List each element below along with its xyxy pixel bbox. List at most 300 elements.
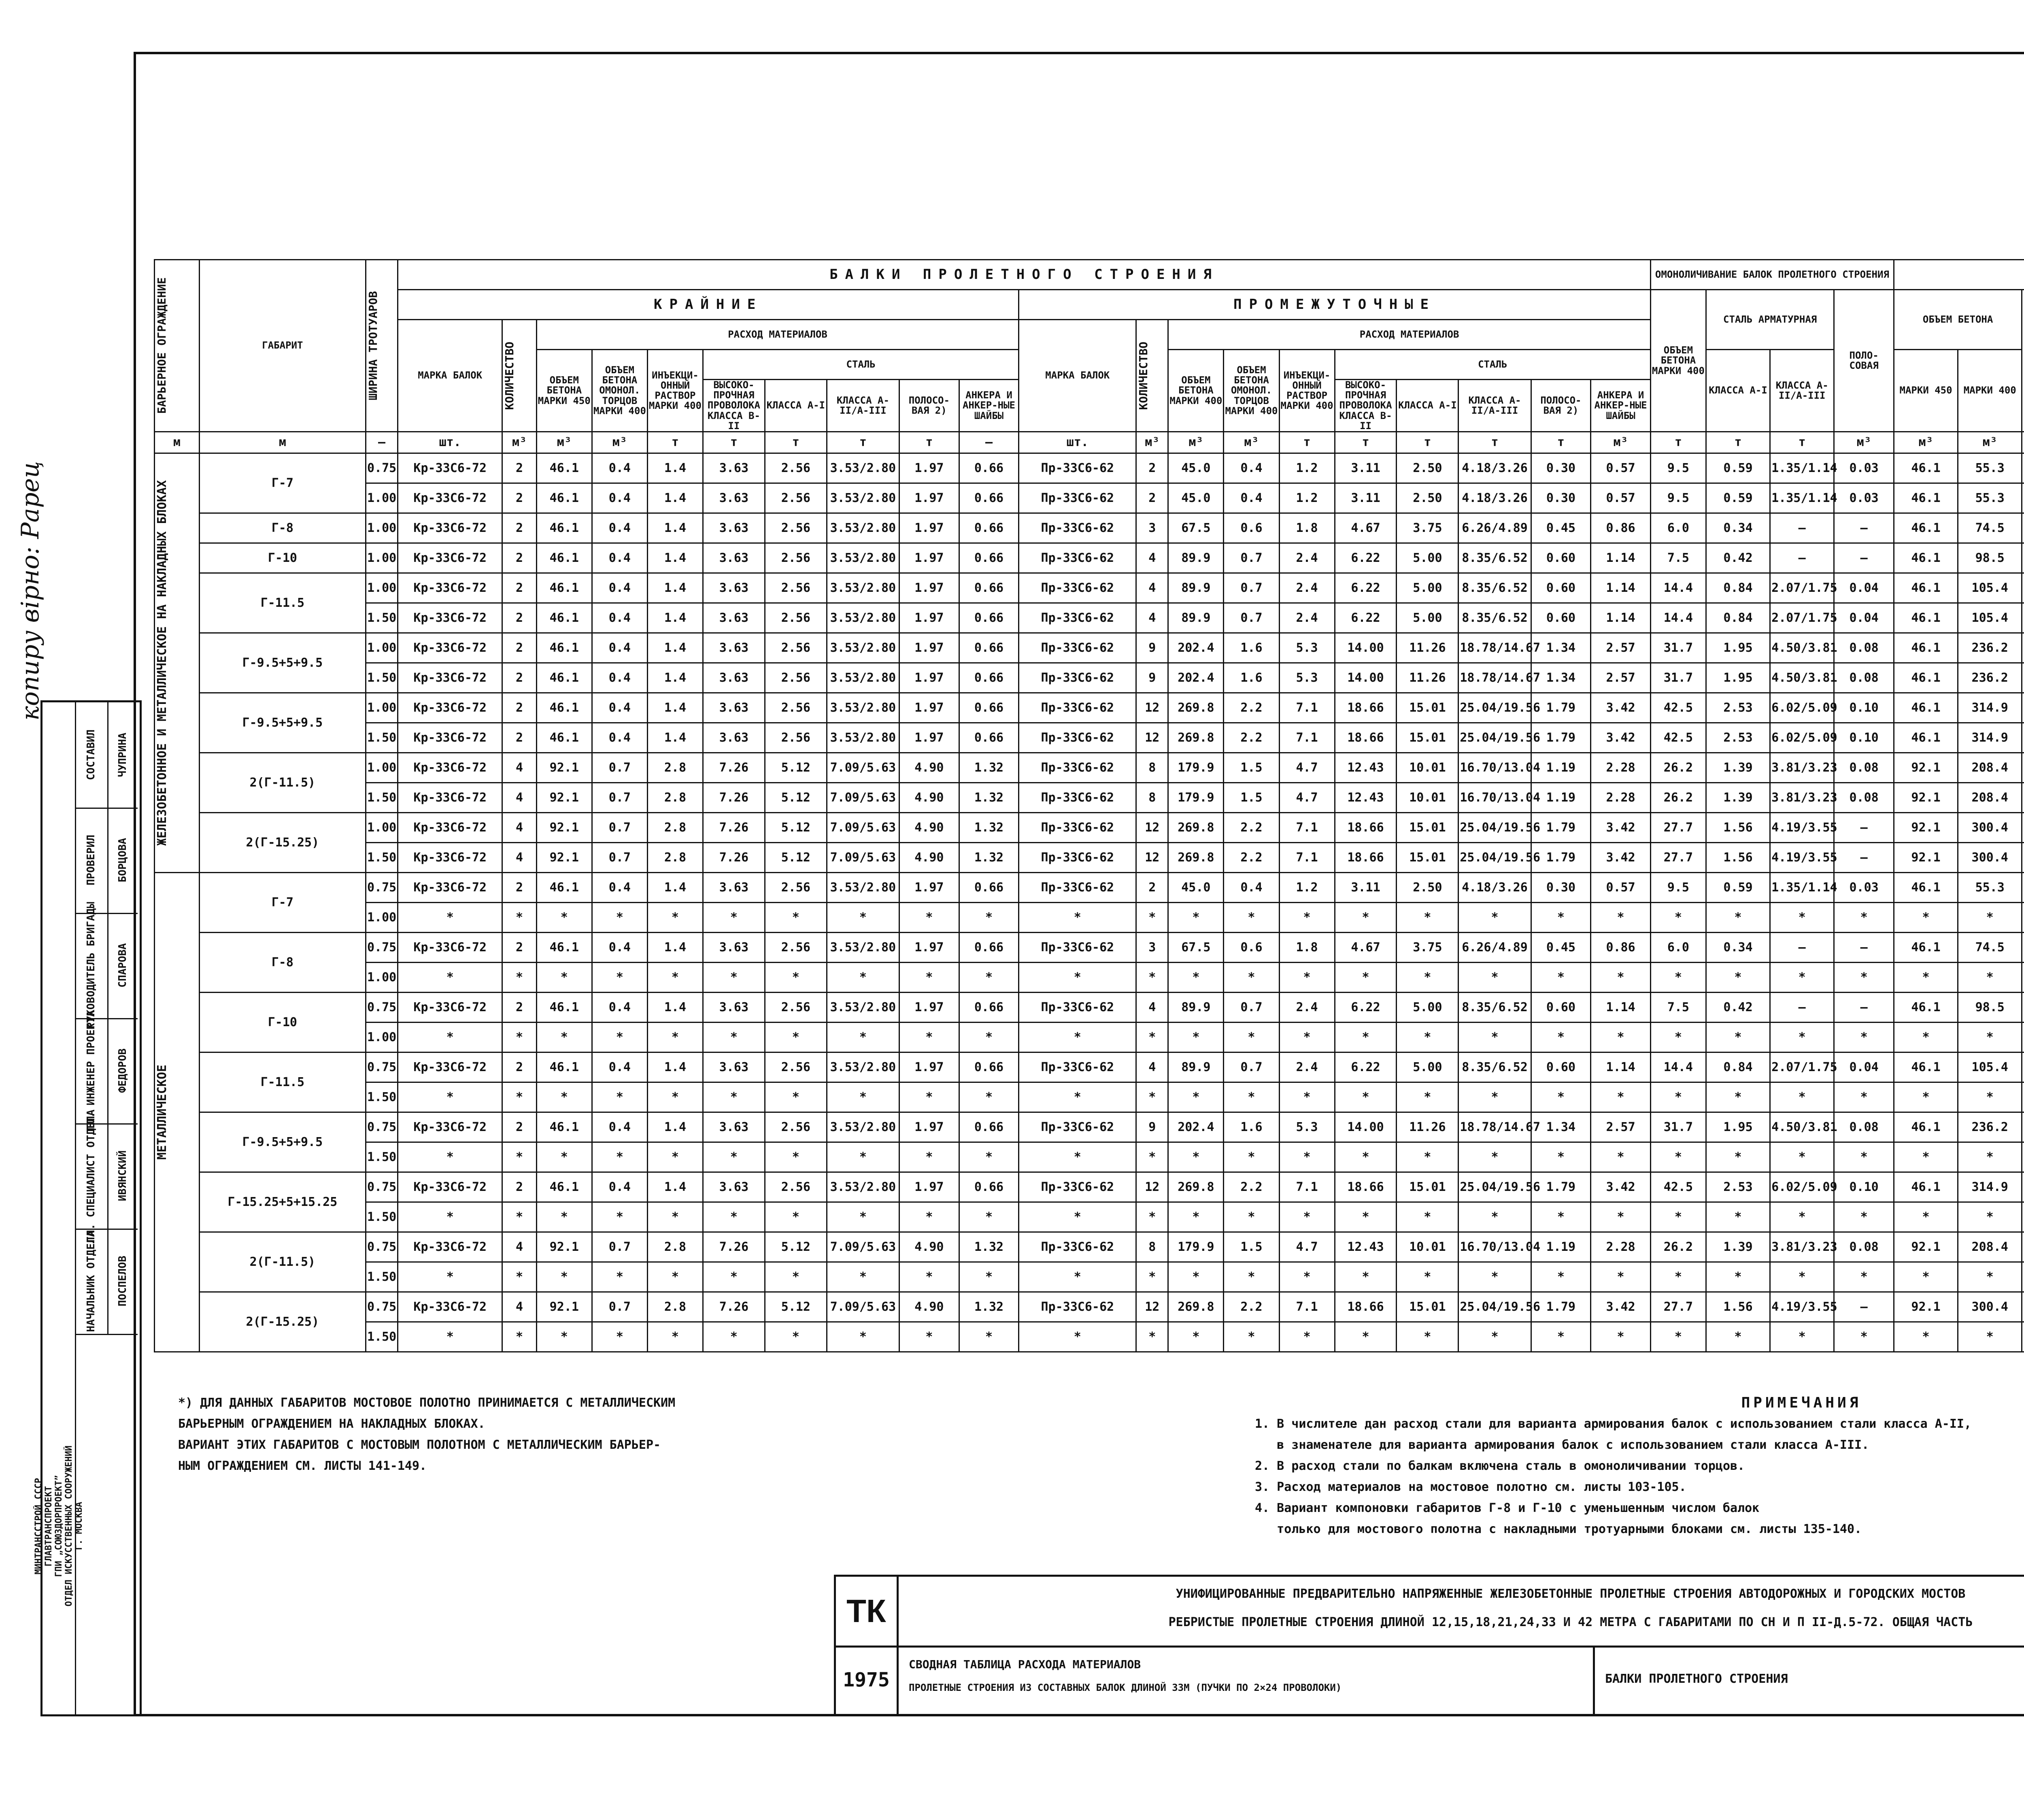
data-cell: Кр-33С6-72 <box>398 992 502 1022</box>
data-cell: * <box>647 1202 703 1232</box>
data-cell: * <box>765 1322 827 1352</box>
data-cell: 269.8 <box>1168 1172 1224 1202</box>
data-cell: 2 <box>502 1052 536 1082</box>
monolith-steel: СТАЛЬ АРМАТУРНАЯ <box>1706 290 1834 350</box>
data-cell: 202.4 <box>1168 1112 1224 1142</box>
data-cell: * <box>765 962 827 992</box>
data-cell: * <box>502 1262 536 1292</box>
data-cell: Кр-33С6-72 <box>398 753 502 782</box>
data-cell: 7.26 <box>703 1292 765 1322</box>
data-cell: Кр-33С6-72 <box>398 1112 502 1142</box>
sidewalk-cell: 1.50 <box>366 723 398 753</box>
unit-cell: т <box>1335 432 1397 453</box>
data-cell: * <box>899 1142 959 1172</box>
data-cell: Пр-33С6-62 <box>1019 663 1136 693</box>
data-cell: 46.1 <box>1894 603 1958 633</box>
data-cell: 0.30 <box>1531 872 1591 902</box>
data-cell: * <box>1650 1142 1706 1172</box>
data-cell: 8.35/6.52 <box>1458 992 1531 1022</box>
data-cell: 1.79 <box>1531 693 1591 723</box>
data-cell: 92.1 <box>1894 1232 1958 1262</box>
data-cell: 1.35/1.14 <box>1770 453 1834 483</box>
data-cell: 0.57 <box>1591 872 1651 902</box>
data-cell: — <box>1834 842 1894 872</box>
data-cell: 3.53/2.80 <box>827 543 899 573</box>
data-cell: 1.4 <box>647 932 703 962</box>
monolith-a2: КЛАССА А-II/А-III <box>1770 350 1834 432</box>
data-cell: 3.63 <box>703 932 765 962</box>
inner-hswire: ВЫСОКО-ПРОЧНАЯ ПРОВОЛОКА КЛАССА В-II <box>1335 380 1397 432</box>
data-cell: * <box>1706 962 1770 992</box>
data-cell: 0.66 <box>959 513 1019 543</box>
data-cell: * <box>1770 1022 1834 1052</box>
data-cell: Кр-33С6-72 <box>398 603 502 633</box>
data-cell: Кр-33С6-72 <box>398 693 502 723</box>
data-cell: * <box>1019 1022 1136 1052</box>
gabarit-cell: 2(Г-15.25) <box>199 812 366 872</box>
data-cell: 0.4 <box>1224 453 1279 483</box>
data-cell: 105.4 <box>1958 1052 2022 1082</box>
data-cell: 92.1 <box>536 782 592 812</box>
data-cell: 46.1 <box>1894 663 1958 693</box>
data-cell: 25.04/19.56 <box>1458 723 1531 753</box>
sidewalk-cell: 1.00 <box>366 573 398 603</box>
sidewalk-cell: 1.50 <box>366 842 398 872</box>
data-cell: 8 <box>1136 1232 1168 1262</box>
data-cell: 3.11 <box>1335 872 1397 902</box>
data-cell: * <box>1894 1082 1958 1112</box>
name-cell <box>107 1229 138 1335</box>
title-line4: ПРОЛЕТНЫЕ СТРОЕНИЯ ИЗ СОСТАВНЫХ БАЛОК ДЛИНОЙ 33М (ПУЧКИ ПО 2×24 ПРОВОЛОКИ) <box>909 1682 1589 1693</box>
data-cell: 0.66 <box>959 543 1019 573</box>
data-cell: Пр-33С6-62 <box>1019 693 1136 723</box>
data-cell <box>2022 753 2024 782</box>
data-cell: * <box>1531 1142 1591 1172</box>
data-cell: 3.42 <box>1591 723 1651 753</box>
notes <box>1255 1393 2024 1540</box>
data-cell: * <box>1894 1262 1958 1292</box>
data-cell: 0.66 <box>959 693 1019 723</box>
inner-header: ПРОМЕЖУТОЧНЫЕ <box>1019 290 1651 320</box>
data-cell: 2 <box>1136 872 1168 902</box>
data-cell: * <box>1770 1142 1834 1172</box>
note-item: 2. В расход стали по балкам включена сталь в омоноличивании торцов. <box>1255 1456 2024 1477</box>
data-cell <box>2022 1262 2024 1292</box>
data-cell: 26.2 <box>1650 782 1706 812</box>
data-cell: 14.00 <box>1335 1112 1397 1142</box>
data-cell: 3.53/2.80 <box>827 663 899 693</box>
data-cell: 2 <box>502 872 536 902</box>
data-cell: 208.4 <box>1958 782 2022 812</box>
data-cell: 12 <box>1136 1292 1168 1322</box>
data-cell: 1.2 <box>1279 453 1335 483</box>
role-label: ГЛ. ИНЖЕНЕР ПРОЕКТА <box>85 1010 97 1131</box>
data-cell: * <box>1834 1322 1894 1352</box>
data-cell: 0.45 <box>1531 513 1591 543</box>
data-cell: 4.90 <box>899 753 959 782</box>
data-cell: * <box>398 1082 502 1112</box>
data-cell: * <box>1958 962 2022 992</box>
data-cell: 18.78/14.67 <box>1458 633 1531 663</box>
data-cell: 92.1 <box>1894 842 1958 872</box>
gabarit-cell: Г-10 <box>199 992 366 1052</box>
data-cell: 4 <box>1136 573 1168 603</box>
data-cell: * <box>1706 1322 1770 1352</box>
data-cell: 2 <box>502 453 536 483</box>
data-cell: 89.9 <box>1168 992 1224 1022</box>
data-cell: 0.42 <box>1706 543 1770 573</box>
data-cell: 46.1 <box>536 573 592 603</box>
role-cell <box>75 702 108 809</box>
footnote-line: *) ДЛЯ ДАННЫХ ГАБАРИТОВ МОСТОВОЕ ПОЛОТНО ПРИНИМАЕТСЯ С МЕТАЛЛИЧЕСКИМ <box>178 1393 866 1414</box>
data-cell: 7.1 <box>1279 693 1335 723</box>
data-cell: * <box>1397 1022 1458 1052</box>
note-item: 3. Расход материалов на мостовое полотно см. листы 103-105. <box>1255 1477 2024 1498</box>
data-cell: 2 <box>502 633 536 663</box>
unit-cell: т <box>1650 432 1706 453</box>
data-cell: 4.7 <box>1279 1232 1335 1262</box>
data-cell: * <box>1458 962 1531 992</box>
data-cell: 0.4 <box>592 633 647 663</box>
unit-cell: м³ <box>536 432 592 453</box>
title-line1: УНИФИЦИРОВАННЫЕ ПРЕДВАРИТЕЛЬНО НАПРЯЖЕННЫЕ ЖЕЛЕЗОБЕТОННЫЕ ПРОЛЕТНЫЕ СТРОЕНИЯ АВТОДОРОЖНЫХ И ГОРОДСКИХ МОСТОВ <box>909 1587 2024 1601</box>
inner-conc400: ОБЪЕМ БЕТОНА МАРКИ 400 <box>1168 350 1224 432</box>
unit-cell: т <box>1458 432 1531 453</box>
data-cell: * <box>1224 1142 1279 1172</box>
data-cell: 4.90 <box>899 1292 959 1322</box>
data-cell: 1.79 <box>1531 1172 1591 1202</box>
data-cell: 3.11 <box>1335 453 1397 483</box>
data-cell: * <box>1531 1262 1591 1292</box>
data-cell: 46.1 <box>1894 723 1958 753</box>
data-cell: 7.1 <box>1279 723 1335 753</box>
data-cell: Пр-33С6-62 <box>1019 1112 1136 1142</box>
data-cell: 46.1 <box>1894 992 1958 1022</box>
data-cell: Пр-33С6-62 <box>1019 723 1136 753</box>
data-cell: 0.59 <box>1706 453 1770 483</box>
data-cell: 7.09/5.63 <box>827 782 899 812</box>
outer-conc450: ОБЪЕМ БЕТОНА МАРКИ 450 <box>536 350 592 432</box>
data-cell: 2.56 <box>765 633 827 663</box>
table-row <box>155 1052 2024 1082</box>
data-cell: 89.9 <box>1168 543 1224 573</box>
data-cell: 14.4 <box>1650 573 1706 603</box>
data-cell <box>2022 453 2024 483</box>
data-cell: 4 <box>502 753 536 782</box>
data-cell: 92.1 <box>536 812 592 842</box>
data-cell: 0.4 <box>592 573 647 603</box>
data-cell: Пр-33С6-62 <box>1019 1172 1136 1202</box>
gabarit-cell: Г-9.5+5+9.5 <box>199 633 366 693</box>
data-cell: 3.63 <box>703 1172 765 1202</box>
data-cell: 10.01 <box>1397 1232 1458 1262</box>
data-cell: 46.1 <box>1894 543 1958 573</box>
data-cell: 1.4 <box>647 543 703 573</box>
data-cell <box>2022 1202 2024 1232</box>
data-cell: 3.63 <box>703 872 765 902</box>
data-cell: 46.1 <box>1894 1052 1958 1082</box>
data-cell: 98.5 <box>1958 992 2022 1022</box>
data-cell: 14.4 <box>1650 1052 1706 1082</box>
data-cell: 2 <box>502 513 536 543</box>
data-cell: 1.19 <box>1531 753 1591 782</box>
data-cell: * <box>1770 902 1834 932</box>
data-cell: * <box>1279 1202 1335 1232</box>
unit-cell: м³ <box>1168 432 1224 453</box>
data-cell: 0.59 <box>1706 483 1770 513</box>
data-cell: 1.97 <box>899 513 959 543</box>
data-cell: 8 <box>1136 782 1168 812</box>
data-cell: 42.5 <box>1650 1172 1706 1202</box>
data-cell <box>2022 1322 2024 1352</box>
outer-consumption: РАСХОД МАТЕРИАЛОВ <box>536 320 1019 350</box>
unit-cell: м³ <box>1591 432 1651 453</box>
data-cell: * <box>1591 1082 1651 1112</box>
data-cell: 0.34 <box>1706 932 1770 962</box>
data-cell: * <box>1531 902 1591 932</box>
data-cell: * <box>1591 902 1651 932</box>
data-cell: 2.56 <box>765 932 827 962</box>
data-cell: 3.63 <box>703 723 765 753</box>
note-item: только для мостового полотна с накладными тротуарными блоками см. листы 135-140. <box>1255 1519 2024 1540</box>
notes-title: ПРИМЕЧАНИЯ <box>1255 1393 2024 1414</box>
sidewalk-cell: 1.00 <box>366 1022 398 1052</box>
data-cell: 46.1 <box>536 1052 592 1082</box>
data-cell: Пр-33С6-62 <box>1019 1292 1136 1322</box>
data-cell: 1.14 <box>1591 1052 1651 1082</box>
data-cell <box>2022 842 2024 872</box>
data-cell: * <box>592 1262 647 1292</box>
table-row <box>155 1022 2024 1052</box>
data-cell: * <box>1168 1262 1224 1292</box>
gabarit-cell: Г-7 <box>199 453 366 513</box>
data-cell: 2.50 <box>1397 872 1458 902</box>
data-cell: 1.4 <box>647 603 703 633</box>
data-cell: 0.66 <box>959 932 1019 962</box>
data-cell: 3.63 <box>703 603 765 633</box>
data-cell: 4.19/3.55 <box>1770 812 1834 842</box>
data-cell: * <box>1397 1322 1458 1352</box>
data-cell: 0.4 <box>592 1172 647 1202</box>
data-cell: Кр-33С6-72 <box>398 812 502 842</box>
data-cell: 14.4 <box>1650 603 1706 633</box>
data-cell: 179.9 <box>1168 782 1224 812</box>
data-cell <box>2022 992 2024 1022</box>
data-cell: * <box>1958 1022 2022 1052</box>
data-cell: 92.1 <box>1894 753 1958 782</box>
data-cell: 0.08 <box>1834 753 1894 782</box>
gabarit-cell: 2(Г-11.5) <box>199 753 366 812</box>
data-cell: 2.8 <box>647 1232 703 1262</box>
data-cell: * <box>1591 1202 1651 1232</box>
title-block <box>834 1575 2024 1716</box>
sidewalk-cell: 1.00 <box>366 543 398 573</box>
data-cell: 9.5 <box>1650 453 1706 483</box>
data-cell: 46.1 <box>1894 453 1958 483</box>
data-cell: * <box>1279 1262 1335 1292</box>
data-cell: 7.26 <box>703 1232 765 1262</box>
data-cell: 45.0 <box>1168 453 1224 483</box>
role-cell <box>75 1229 108 1335</box>
sidewalk-cell: 0.75 <box>366 453 398 483</box>
data-cell: 0.66 <box>959 663 1019 693</box>
data-cell: * <box>647 1322 703 1352</box>
data-cell: 1.39 <box>1706 1232 1770 1262</box>
data-cell: * <box>827 1202 899 1232</box>
data-cell: 2 <box>502 573 536 603</box>
data-cell: 9 <box>1136 1112 1168 1142</box>
data-cell: 1.97 <box>899 633 959 663</box>
data-cell: * <box>1894 1022 1958 1052</box>
data-cell: 6.02/5.09 <box>1770 723 1834 753</box>
data-cell: * <box>899 962 959 992</box>
data-cell: 3.42 <box>1591 842 1651 872</box>
data-cell: 1.2 <box>1279 483 1335 513</box>
data-cell: 46.1 <box>536 483 592 513</box>
inner-brand: МАРКА БАЛОК <box>1019 320 1136 432</box>
outer-steel: СТАЛЬ <box>703 350 1018 380</box>
table-row <box>155 633 2024 663</box>
data-cell: 46.1 <box>1894 693 1958 723</box>
data-cell: 0.08 <box>1834 1112 1894 1142</box>
data-cell: 1.32 <box>959 1292 1019 1322</box>
data-cell: * <box>1397 962 1458 992</box>
data-cell: Кр-33С6-72 <box>398 1232 502 1262</box>
data-cell: Кр-33С6-72 <box>398 932 502 962</box>
data-cell: * <box>1531 962 1591 992</box>
data-cell: 0.60 <box>1531 573 1591 603</box>
data-cell: 0.03 <box>1834 453 1894 483</box>
data-cell: 3.63 <box>703 573 765 603</box>
data-cell: 3.81/3.23 <box>1770 782 1834 812</box>
data-cell: 26.2 <box>1650 753 1706 782</box>
data-cell: * <box>1168 902 1224 932</box>
data-cell: Кр-33С6-72 <box>398 453 502 483</box>
data-cell: 0.04 <box>1834 603 1894 633</box>
data-cell: * <box>899 1262 959 1292</box>
data-cell: 92.1 <box>536 1292 592 1322</box>
data-cell <box>2022 1292 2024 1322</box>
data-cell: 1.4 <box>647 723 703 753</box>
unit-cell: шт. <box>1019 432 1136 453</box>
data-cell: * <box>703 1142 765 1172</box>
data-cell: Пр-33С6-62 <box>1019 453 1136 483</box>
table-row <box>155 693 2024 723</box>
data-cell: 1.32 <box>959 782 1019 812</box>
data-cell: Пр-33С6-62 <box>1019 812 1136 842</box>
data-cell: 2 <box>502 693 536 723</box>
data-cell: * <box>1279 1322 1335 1352</box>
data-cell: 3.63 <box>703 633 765 663</box>
data-cell: * <box>1397 902 1458 932</box>
role-cell <box>75 913 108 1019</box>
data-cell: 0.4 <box>1224 872 1279 902</box>
data-cell: 4.18/3.26 <box>1458 453 1531 483</box>
data-cell: 1.97 <box>899 723 959 753</box>
data-cell: * <box>1136 1262 1168 1292</box>
data-cell: 1.97 <box>899 1052 959 1082</box>
data-cell: * <box>1335 1082 1397 1112</box>
data-cell: * <box>1224 1082 1279 1112</box>
data-cell: 89.9 <box>1168 573 1224 603</box>
data-cell: 1.39 <box>1706 753 1770 782</box>
data-cell: 18.66 <box>1335 1292 1397 1322</box>
data-cell: * <box>1335 1322 1397 1352</box>
data-cell: Пр-33С6-62 <box>1019 573 1136 603</box>
data-cell: 4.19/3.55 <box>1770 1292 1834 1322</box>
data-cell: * <box>1894 962 1958 992</box>
unit-cell: м³ <box>1224 432 1279 453</box>
data-cell: 1.14 <box>1591 992 1651 1022</box>
data-cell: 1.8 <box>1279 513 1335 543</box>
data-cell: 74.5 <box>1958 513 2022 543</box>
data-cell: 2.56 <box>765 543 827 573</box>
data-cell: 4.50/3.81 <box>1770 1112 1834 1142</box>
data-cell: * <box>1650 1022 1706 1052</box>
org-line: Г. МОСКВА <box>74 1502 84 1550</box>
data-cell: 3.53/2.80 <box>827 693 899 723</box>
name-label: БОРЦОВА <box>117 838 129 882</box>
data-cell: * <box>1136 902 1168 932</box>
data-cell: * <box>1706 1022 1770 1052</box>
data-cell: 3.42 <box>1591 1292 1651 1322</box>
data-cell: 0.03 <box>1834 872 1894 902</box>
data-cell: 0.7 <box>1224 992 1279 1022</box>
data-cell: 14.00 <box>1335 663 1397 693</box>
data-cell: * <box>1279 1082 1335 1112</box>
data-cell: 6.26/4.89 <box>1458 513 1531 543</box>
data-cell: 2.2 <box>1224 723 1279 753</box>
data-cell: 105.4 <box>1958 603 2022 633</box>
data-cell: 0.57 <box>1591 453 1651 483</box>
note-item: 4. Вариант компоновки габаритов Г-8 и Г-10 с уменьшенным числом балок <box>1255 1498 2024 1519</box>
data-cell: * <box>536 1022 592 1052</box>
data-cell: * <box>1279 1022 1335 1052</box>
outer-hswire: ВЫСОКО-ПРОЧНАЯ ПРОВОЛОКА КЛАССА В-II <box>703 380 765 432</box>
data-cell: * <box>1019 902 1136 932</box>
data-cell <box>2022 693 2024 723</box>
data-cell: 1.97 <box>899 1112 959 1142</box>
data-cell: * <box>959 962 1019 992</box>
data-cell: 18.66 <box>1335 1172 1397 1202</box>
data-cell: 1.4 <box>647 1172 703 1202</box>
data-cell: 46.1 <box>1894 1112 1958 1142</box>
data-cell: 1.4 <box>647 663 703 693</box>
data-cell: 18.78/14.67 <box>1458 663 1531 693</box>
data-cell: * <box>1834 1082 1894 1112</box>
data-cell: 1.97 <box>899 543 959 573</box>
data-cell: 3.53/2.80 <box>827 932 899 962</box>
year-label: 1975 <box>836 1646 897 1714</box>
data-cell: 0.57 <box>1591 483 1651 513</box>
unit-cell: шт. <box>398 432 502 453</box>
data-cell: 2.8 <box>647 753 703 782</box>
data-cell: 0.30 <box>1531 483 1591 513</box>
data-cell: 3.53/2.80 <box>827 483 899 513</box>
data-cell: 4.90 <box>899 1232 959 1262</box>
data-cell: * <box>647 1082 703 1112</box>
data-cell: 2.53 <box>1706 1172 1770 1202</box>
data-cell: 0.04 <box>1834 1052 1894 1082</box>
data-cell: 27.7 <box>1650 1292 1706 1322</box>
data-cell: 3.53/2.80 <box>827 872 899 902</box>
data-cell: 27.7 <box>1650 812 1706 842</box>
data-cell: Пр-33С6-62 <box>1019 543 1136 573</box>
data-cell: * <box>1458 1202 1531 1232</box>
data-cell: 2.4 <box>1279 543 1335 573</box>
name-cell <box>107 702 138 809</box>
data-cell: * <box>1834 1202 1894 1232</box>
